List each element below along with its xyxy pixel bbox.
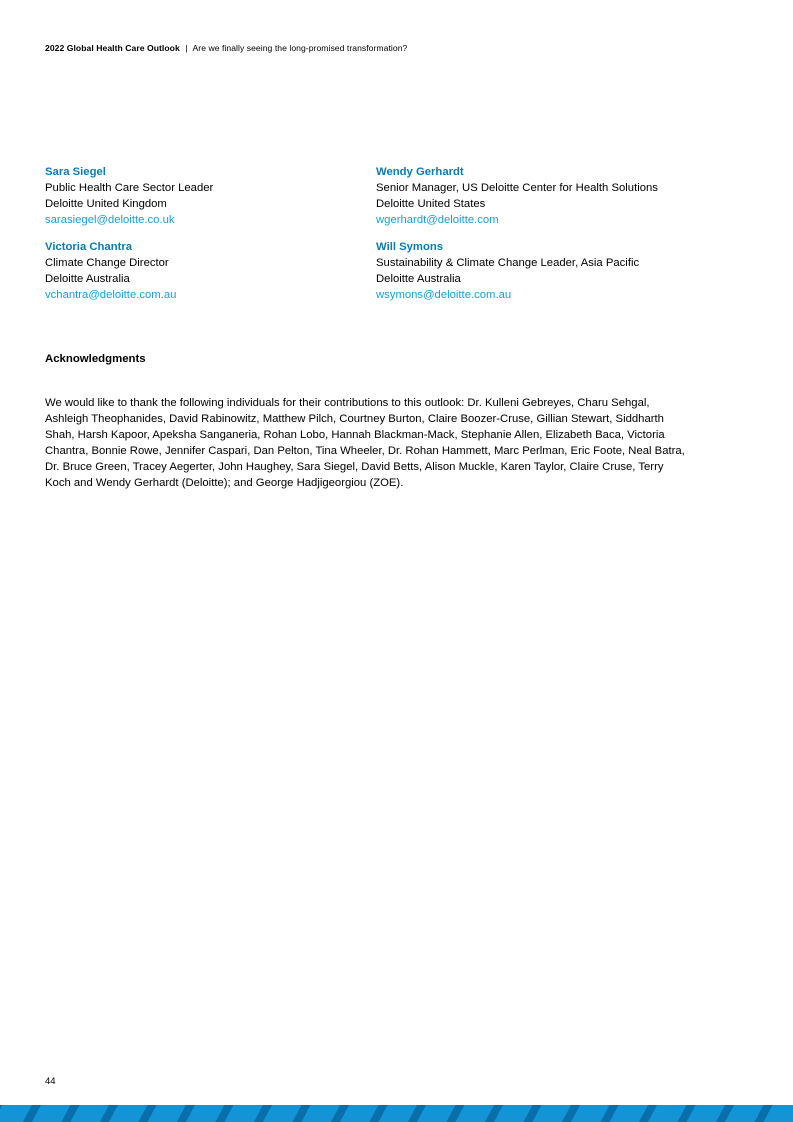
contact-email-link[interactable]: wgerhardt@deloitte.com	[376, 214, 499, 226]
contact-organization: Deloitte Australia	[376, 273, 461, 285]
report-title: 2022 Global Health Care Outlook	[45, 43, 180, 53]
contact-card	[45, 164, 365, 228]
acknowledgments-body: We would like to thank the following individuals for their contributions to this outlook: Dr. Kulleni Gebreyes, Charu Sehgal, Ashleigh Theophanides, David Rabinowitz, Matthew Pilch, Courtney Burton, Claire Boozer-Cruse, Gillian Stewart, Siddharth Shah, Harsh Kapoor, Apeksha Sanganeria, Rohan Lobo, Hannah Blackman-Mack, Stephanie Allen, Elizabeth Baca, Victoria Chantra, Bonnie Rowe, Jennifer Caspari, Dan Pelton, Tina Wheeler, Dr. Rohan Hammett, Marc Perlman, Eric Foote, Neal Batra, Dr. Bruce Green, Tracey Aegerter, John Haughey, Sara Siegel, David Betts, Alison Muckle, Karen Taylor, Claire Cruse, Terry Koch and Wendy Gerhardt (Deloitte); and George Hadjigeorgiou (ZOE).	[45, 397, 685, 489]
contact-card	[376, 239, 696, 303]
contact-name: Wendy Gerhardt	[376, 166, 464, 178]
contact-email-link[interactable]: vchantra@deloitte.com.au	[45, 289, 177, 301]
contact-name: Victoria Chantra	[45, 241, 133, 253]
contact-email-link[interactable]: sarasiegel@deloitte.co.uk	[45, 214, 175, 226]
page-number: 44	[45, 1076, 56, 1087]
footer-stripe-band	[0, 1105, 793, 1122]
header-separator: |	[185, 43, 188, 53]
contact-role: Sustainability & Climate Change Leader, Asia Pacific	[376, 257, 640, 269]
acknowledgments-heading: Acknowledgments	[45, 353, 146, 365]
contact-card	[45, 239, 365, 303]
contact-role: Senior Manager, US Deloitte Center for Health Solutions	[376, 182, 658, 194]
report-subtitle: Are we finally seeing the long-promised transformation?	[192, 43, 408, 53]
contact-card	[376, 164, 696, 228]
contact-role: Public Health Care Sector Leader	[45, 182, 214, 194]
contact-email-link[interactable]: wsymons@deloitte.com.au	[376, 289, 512, 301]
contact-role: Climate Change Director	[45, 257, 169, 269]
running-header	[45, 43, 407, 53]
contact-organization: Deloitte United Kingdom	[45, 198, 167, 210]
contact-organization: Deloitte Australia	[45, 273, 130, 285]
contact-name: Sara Siegel	[45, 166, 106, 178]
contact-name: Will Symons	[376, 241, 444, 253]
contact-organization: Deloitte United States	[376, 198, 486, 210]
